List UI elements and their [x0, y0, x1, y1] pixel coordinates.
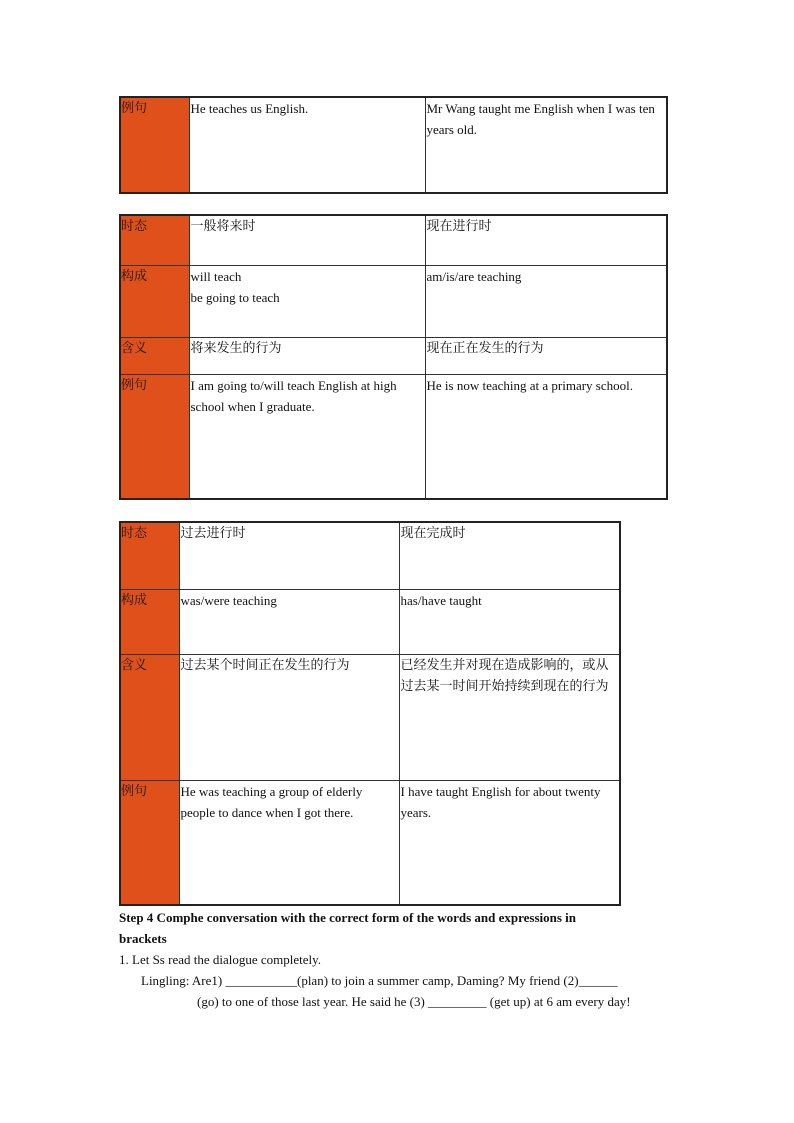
row-header: 例句: [120, 780, 179, 905]
row-header: 含义: [120, 654, 179, 780]
table-cell: 将来发生的行为: [189, 337, 425, 374]
table-cell: [189, 265, 425, 337]
table-cell: 一般将来时: [189, 215, 425, 265]
table-cell: Mr Wang taught me English when I was ten years old.: [425, 97, 667, 193]
dialogue-line: Lingling: Are1) ___________(plan) to join a summer camp, Daming? My friend (2)______: [141, 973, 618, 988]
table-cell: 现在进行时: [425, 215, 667, 265]
tense-table-2: [119, 214, 668, 500]
instruction-item: 1. Let Ss read the dialogue completely.: [119, 952, 322, 967]
table-cell: 过去某个时间正在发生的行为: [179, 654, 399, 780]
row-header: 构成: [120, 265, 189, 337]
row-header: 例句: [120, 97, 189, 193]
table-cell: He teaches us English.: [189, 97, 425, 193]
row-header: 含义: [120, 337, 189, 374]
table-cell: am/is/are teaching: [425, 265, 667, 337]
table-row: [120, 780, 620, 905]
row-header: 时态: [120, 215, 189, 265]
cell-line: will teach: [190, 268, 242, 284]
row-header: 例句: [120, 374, 189, 499]
cell-line: be going to teach: [190, 289, 280, 305]
table-cell: I have taught English for about twenty years.: [399, 780, 620, 905]
table-cell: I am going to/will teach English at high school when I graduate.: [189, 374, 425, 499]
table-row: [120, 374, 667, 499]
row-header: 构成: [120, 589, 179, 654]
table-row: [120, 215, 667, 265]
table-row: [120, 589, 620, 654]
dialogue-line: (go) to one of those last year. He said he (3) _________ (get up) at 6 am every day!: [197, 994, 631, 1009]
table-row: [120, 337, 667, 374]
table-cell: He was teaching a group of elderly people to dance when I got there.: [179, 780, 399, 905]
tense-table-3: [119, 521, 621, 906]
table-row: [120, 654, 620, 780]
table-cell: He is now teaching at a primary school.: [425, 374, 667, 499]
step4-heading-continued: brackets: [119, 931, 167, 946]
table-cell: 已经发生并对现在造成影响的，或从过去某一时间开始持续到现在的行为: [399, 654, 620, 780]
table-cell: 现在正在发生的行为: [425, 337, 667, 374]
table-row: [120, 265, 667, 337]
example-table-1: [119, 96, 668, 194]
row-header: 时态: [120, 522, 179, 589]
table-cell: 过去进行时: [179, 522, 399, 589]
table-cell: was/were teaching: [179, 589, 399, 654]
step4-heading: Step 4 Comphe conversation with the correct form of the words and expressions in: [119, 910, 577, 925]
table-row: [120, 522, 620, 589]
table-cell: 现在完成时: [399, 522, 620, 589]
table-row: [120, 97, 667, 193]
table-cell: has/have taught: [399, 589, 620, 654]
